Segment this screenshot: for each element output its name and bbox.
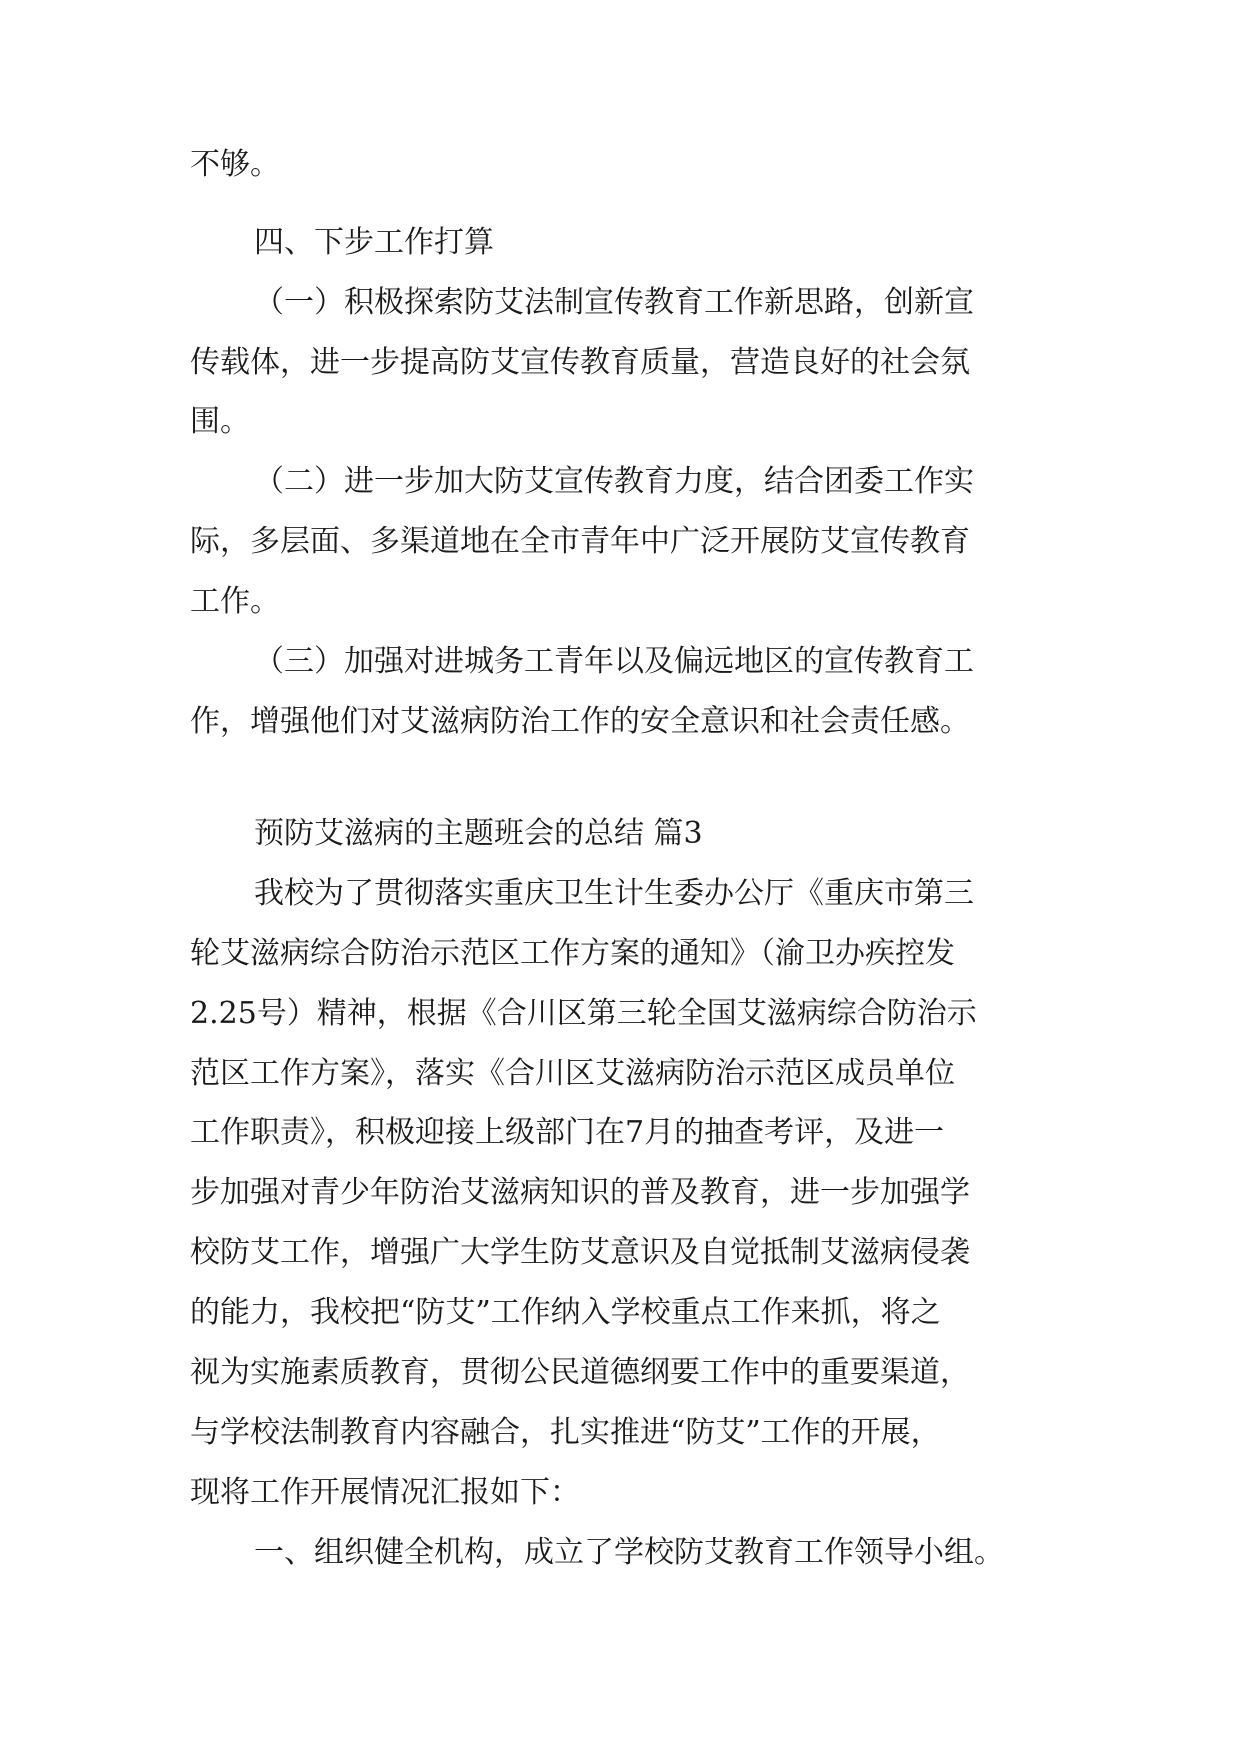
text-line: 不够。 (190, 147, 280, 182)
section-heading: 四、下步工作打算 (254, 225, 494, 260)
text-line: （二）进一步加大防艾宣传教育力度，结合团委工作实 (254, 464, 974, 499)
article-title: 预防艾滋病的主题班会的总结 篇3 (254, 816, 703, 851)
text-line: 际，多层面、多渠道地在全市青年中广泛开展防艾宣传教育 (190, 524, 970, 559)
text-line: （一）积极探索防艾法制宣传教育工作新思路，创新宣 (254, 285, 974, 320)
text-line: 一、组织健全机构，成立了学校防艾教育工作领导小组。 (254, 1535, 1004, 1570)
text-line: 轮艾滋病综合防治示范区工作方案的通知》（渝卫办疾控发 (190, 936, 955, 971)
text-line: 的能力，我校把“防艾”工作纳入学校重点工作来抓，将之 (190, 1295, 941, 1330)
text-line: 我校为了贯彻落实重庆卫生计生委办公厅《重庆市第三 (254, 876, 974, 911)
text-line: 工作。 (190, 584, 280, 619)
text-line: 围。 (190, 404, 250, 439)
text-line: 工作职责》，积极迎接上级部门在7月的抽查考评，及进一 (190, 1115, 945, 1150)
text-line: 2.25号）精神，根据《合川区第三轮全国艾滋病综合防治示 (190, 996, 977, 1031)
text-line: 范区工作方案》，落实《合川区艾滋病防治示范区成员单位 (190, 1056, 955, 1091)
text-line: 作，增强他们对艾滋病防治工作的安全意识和社会责任感。 (190, 704, 970, 739)
text-line: 步加强对青少年防治艾滋病知识的普及教育，进一步加强学 (190, 1175, 970, 1210)
text-line: 视为实施素质教育，贯彻公民道德纲要工作中的重要渠道， (190, 1355, 970, 1390)
text-line: 与学校法制教育内容融合，扎实推进“防艾”工作的开展， (190, 1415, 941, 1450)
text-line: 传载体，进一步提高防艾宣传教育质量，营造良好的社会氛 (190, 345, 970, 380)
text-line: 校防艾工作，增强广大学生防艾意识及自觉抵制艾滋病侵袭 (190, 1235, 970, 1270)
text-line: 现将工作开展情况汇报如下： (190, 1475, 580, 1510)
text-line: （三）加强对进城务工青年以及偏远地区的宣传教育工 (254, 644, 974, 679)
